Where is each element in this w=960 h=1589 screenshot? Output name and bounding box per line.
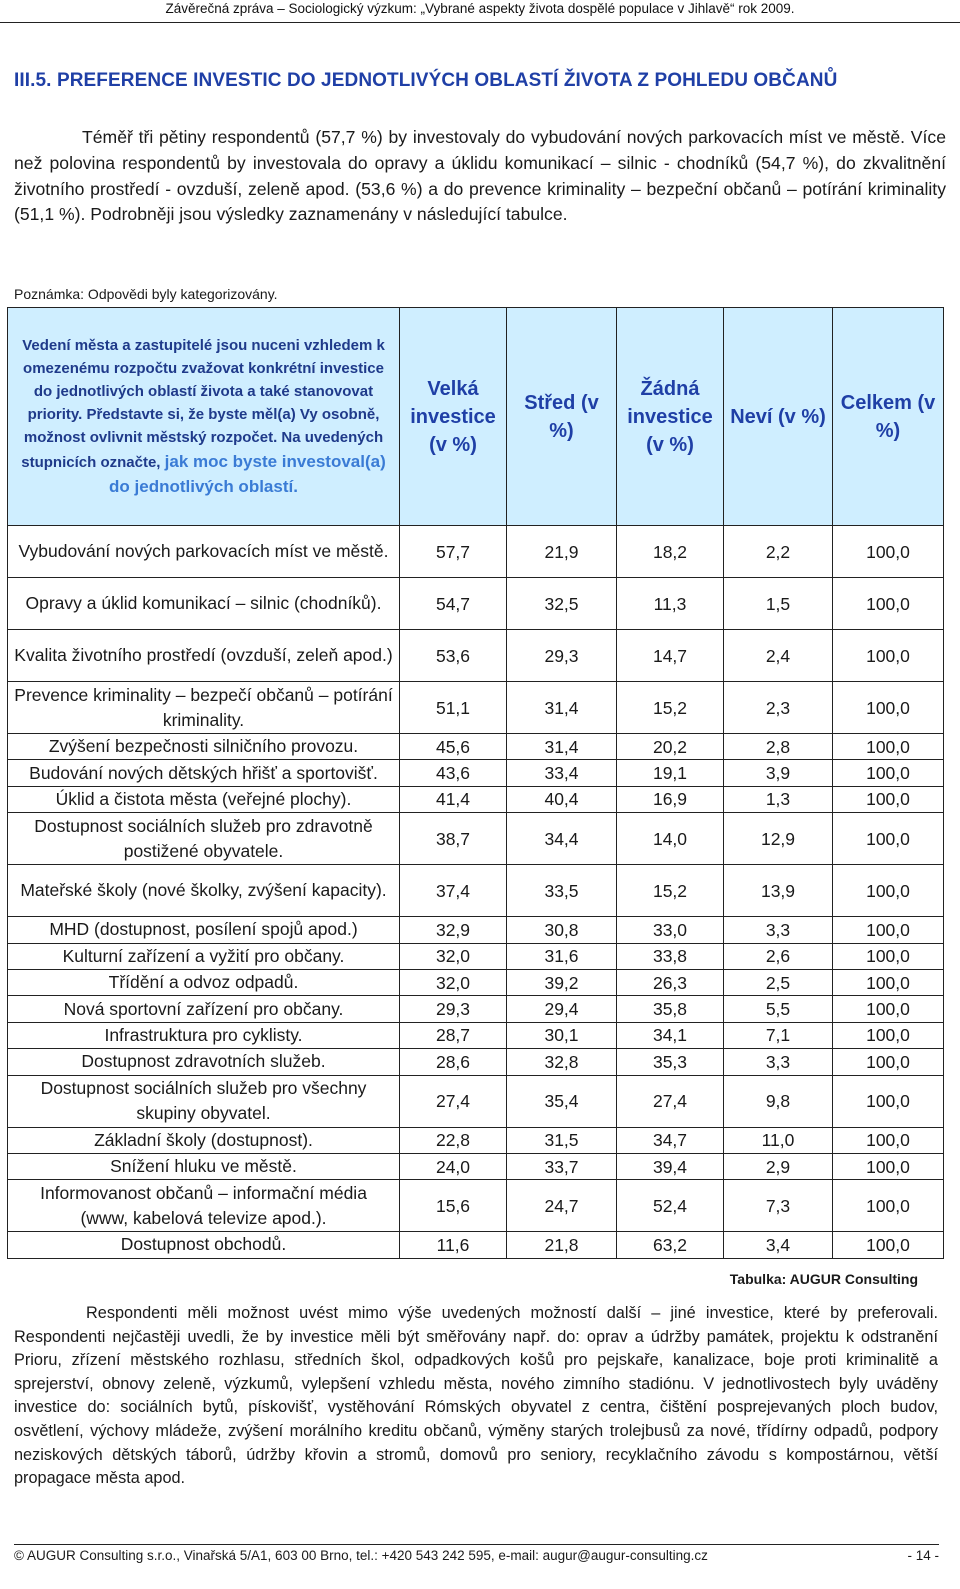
row-label: MHD (dostupnost, posílení spojů apod.)	[8, 917, 400, 943]
table-row	[8, 760, 944, 786]
row-value: 100,0	[833, 786, 944, 812]
row-value: 100,0	[833, 813, 944, 865]
table-row	[8, 969, 944, 995]
row-label: Dostupnost obchodů.	[8, 1232, 400, 1258]
row-label: Úklid a čistota města (veřejné plochy).	[8, 786, 400, 812]
row-value: 22,8	[400, 1127, 507, 1153]
column-header: Žádná investice (v %)	[617, 308, 724, 526]
row-value: 11,6	[400, 1232, 507, 1258]
question-highlight: jak moc byste investoval(a) do jednotlivých oblastí.	[109, 452, 386, 496]
column-header: Neví (v %)	[724, 308, 833, 526]
row-value: 35,4	[507, 1075, 617, 1127]
row-value: 54,7	[400, 578, 507, 630]
row-value: 14,7	[617, 630, 724, 682]
row-value: 5,5	[724, 996, 833, 1022]
row-value: 27,4	[617, 1075, 724, 1127]
row-value: 3,3	[724, 1049, 833, 1075]
row-label: Třídění a odvoz odpadů.	[8, 969, 400, 995]
table-row	[8, 682, 944, 734]
row-value: 11,3	[617, 578, 724, 630]
row-value: 2,6	[724, 943, 833, 969]
table-row	[8, 630, 944, 682]
table-row	[8, 1049, 944, 1075]
row-label: Dostupnost zdravotních služeb.	[8, 1049, 400, 1075]
row-value: 52,4	[617, 1180, 724, 1232]
row-value: 2,4	[724, 630, 833, 682]
row-value: 100,0	[833, 1127, 944, 1153]
row-value: 57,7	[400, 526, 507, 578]
row-value: 32,0	[400, 943, 507, 969]
table-row	[8, 1127, 944, 1153]
row-value: 32,5	[507, 578, 617, 630]
row-value: 12,9	[724, 813, 833, 865]
row-value: 100,0	[833, 682, 944, 734]
row-value: 100,0	[833, 578, 944, 630]
row-value: 100,0	[833, 865, 944, 917]
page-number: - 14 -	[907, 1548, 939, 1563]
row-value: 29,4	[507, 996, 617, 1022]
footer-contact: © AUGUR Consulting s.r.o., Vinařská 5/A1, 603 00 Brno, tel.: +420 543 242 595, e-mail: augur@augur-consulting.cz	[14, 1548, 708, 1563]
row-value: 24,7	[507, 1180, 617, 1232]
row-value: 18,2	[617, 526, 724, 578]
row-label: Prevence kriminality – bezpečí občanů – potírání kriminality.	[8, 682, 400, 734]
row-label: Dostupnost sociálních služeb pro všechny skupiny obyvatel.	[8, 1075, 400, 1127]
row-value: 2,2	[724, 526, 833, 578]
row-value: 32,9	[400, 917, 507, 943]
row-value: 100,0	[833, 1049, 944, 1075]
row-value: 100,0	[833, 1180, 944, 1232]
row-value: 28,6	[400, 1049, 507, 1075]
row-value: 32,0	[400, 969, 507, 995]
intro-paragraph: Téměř tři pětiny respondentů (57,7 %) by investovaly do vybudování nových parkovacích míst ve městě. Více než polovina respondentů by investovala do opravy a úklidu komunikací – silnic - chodníků (54,7 %), do zkvalitnění životního prostředí - ovzduší, zeleně apod. (53,6 %) a do prevence kriminality – bezpeční občanů – potírání kriminality (51,1 %). Podrobněji jsou výsledky zaznamenány v následující tabulce.	[14, 127, 946, 225]
row-value: 31,4	[507, 734, 617, 760]
row-value: 33,0	[617, 917, 724, 943]
row-value: 26,3	[617, 969, 724, 995]
column-header: Střed (v %)	[507, 308, 617, 526]
row-value: 2,3	[724, 682, 833, 734]
table-row	[8, 1075, 944, 1127]
table-row	[8, 813, 944, 865]
table-header-row	[8, 308, 944, 526]
row-value: 31,6	[507, 943, 617, 969]
row-value: 40,4	[507, 786, 617, 812]
row-value: 34,1	[617, 1022, 724, 1048]
row-value: 51,1	[400, 682, 507, 734]
row-value: 39,4	[617, 1153, 724, 1179]
row-value: 33,7	[507, 1153, 617, 1179]
row-value: 31,5	[507, 1127, 617, 1153]
row-label: Informovanost občanů – informační média (www, kabelová televize apod.).	[8, 1180, 400, 1232]
row-value: 100,0	[833, 1153, 944, 1179]
row-label: Opravy a úklid komunikací – silnic (chodníků).	[8, 578, 400, 630]
row-value: 45,6	[400, 734, 507, 760]
row-value: 100,0	[833, 526, 944, 578]
row-value: 100,0	[833, 734, 944, 760]
question-header	[8, 308, 400, 526]
row-value: 15,2	[617, 682, 724, 734]
row-label: Vybudování nových parkovacích míst ve městě.	[8, 526, 400, 578]
row-value: 13,9	[724, 865, 833, 917]
table-row	[8, 1232, 944, 1258]
row-value: 21,8	[507, 1232, 617, 1258]
row-value: 33,4	[507, 760, 617, 786]
row-value: 30,8	[507, 917, 617, 943]
row-value: 100,0	[833, 969, 944, 995]
row-value: 14,0	[617, 813, 724, 865]
table-body	[8, 526, 944, 1259]
row-value: 41,4	[400, 786, 507, 812]
row-value: 38,7	[400, 813, 507, 865]
question-text: Vedení města a zastupitelé jsou nuceni vzhledem k omezenému rozpočtu zvažovat konkrétní investice do jednotlivých oblastí života a také stanovovat priority. Představte si, že byste měl(a) Vy osobně, možnost ovlivnit městský rozpočet. Na uvedených stupnicích označte,	[21, 337, 385, 471]
table-row	[8, 1022, 944, 1048]
row-value: 16,9	[617, 786, 724, 812]
column-header: Velká investice (v %)	[400, 308, 507, 526]
row-value: 7,3	[724, 1180, 833, 1232]
table-row	[8, 526, 944, 578]
row-value: 34,7	[617, 1127, 724, 1153]
row-value: 34,4	[507, 813, 617, 865]
row-value: 100,0	[833, 1232, 944, 1258]
row-value: 100,0	[833, 943, 944, 969]
row-value: 39,2	[507, 969, 617, 995]
row-value: 1,3	[724, 786, 833, 812]
row-value: 30,1	[507, 1022, 617, 1048]
row-label: Nová sportovní zařízení pro občany.	[8, 996, 400, 1022]
table-source: Tabulka: AUGUR Consulting	[729, 1271, 918, 1287]
row-value: 29,3	[400, 996, 507, 1022]
row-label: Infrastruktura pro cyklisty.	[8, 1022, 400, 1048]
row-value: 53,6	[400, 630, 507, 682]
closing-paragraph: Respondenti měli možnost uvést mimo výše uvedených možností další – jiné investice, které by preferovali. Respondenti nejčastěji uvedli, že by investice měli být směřovány např. do: oprav a údržby památek, projektu k odstranění Prioru, zřízení městského rozhlasu, středních škol, odpadkových košů pro pejskaře, kanalizace, boje proti kriminalitě a sprejerství, obnovy zeleně, výzkumů, vylepšení vzhledu města, nového zimního stadiónu. V jednotlivostech byly uváděny investice do: sociálních bytů, pískovišť, vystěhování Rómských obyvatel z centra, čištění posprejevaných ploch budov, osvětlení, výchovy mládeže, zvýšení morálního kreditu občanů, výměny starých trolejbusů za nové, třídírny odpadů, podpory neziskových dětských táborů, údržby křovin a stromů, domovů pro seniory, recyklačního závodu s kompostárnou, větší propagace města apod.	[14, 1304, 938, 1488]
row-value: 24,0	[400, 1153, 507, 1179]
row-value: 100,0	[833, 996, 944, 1022]
row-value: 15,2	[617, 865, 724, 917]
row-value: 3,9	[724, 760, 833, 786]
document-header: Závěrečná zpráva – Sociologický výzkum: „Vybrané aspekty života dospělé populace v Jihlavě“ rok 2009.	[0, 0, 960, 23]
row-value: 33,5	[507, 865, 617, 917]
row-value: 35,8	[617, 996, 724, 1022]
investment-preferences-table	[7, 307, 944, 1259]
row-value: 43,6	[400, 760, 507, 786]
row-label: Zvýšení bezpečnosti silničního provozu.	[8, 734, 400, 760]
row-value: 37,4	[400, 865, 507, 917]
table-row	[8, 578, 944, 630]
row-value: 3,4	[724, 1232, 833, 1258]
row-value: 1,5	[724, 578, 833, 630]
page-footer	[14, 1544, 939, 1569]
table-row	[8, 734, 944, 760]
row-value: 27,4	[400, 1075, 507, 1127]
table-row	[8, 1180, 944, 1232]
row-label: Základní školy (dostupnost).	[8, 1127, 400, 1153]
row-value: 2,8	[724, 734, 833, 760]
row-label: Mateřské školy (nové školky, zvýšení kapacity).	[8, 865, 400, 917]
row-value: 35,3	[617, 1049, 724, 1075]
row-value: 7,1	[724, 1022, 833, 1048]
row-value: 19,1	[617, 760, 724, 786]
row-label: Dostupnost sociálních služeb pro zdravotně postižené obyvatele.	[8, 813, 400, 865]
table-row	[8, 943, 944, 969]
row-label: Budování nových dětských hřišť a sportovišť.	[8, 760, 400, 786]
row-value: 31,4	[507, 682, 617, 734]
table-row	[8, 917, 944, 943]
row-value: 2,9	[724, 1153, 833, 1179]
row-value: 2,5	[724, 969, 833, 995]
table-note: Poznámka: Odpovědi byly kategorizovány.	[14, 286, 278, 302]
row-value: 33,8	[617, 943, 724, 969]
row-value: 9,8	[724, 1075, 833, 1127]
row-value: 20,2	[617, 734, 724, 760]
row-value: 100,0	[833, 917, 944, 943]
table-row	[8, 786, 944, 812]
row-label: Kvalita životního prostředí (ovzduší, zeleň apod.)	[8, 630, 400, 682]
row-value: 100,0	[833, 760, 944, 786]
row-value: 100,0	[833, 630, 944, 682]
row-value: 100,0	[833, 1075, 944, 1127]
column-header: Celkem (v %)	[833, 308, 944, 526]
row-label: Kulturní zařízení a vyžití pro občany.	[8, 943, 400, 969]
row-value: 63,2	[617, 1232, 724, 1258]
row-value: 3,3	[724, 917, 833, 943]
section-heading: III.5. PREFERENCE INVESTIC DO JEDNOTLIVÝCH OBLASTÍ ŽIVOTA Z POHLEDU OBČANŮ	[14, 70, 838, 91]
row-value: 100,0	[833, 1022, 944, 1048]
row-value: 21,9	[507, 526, 617, 578]
row-label: Snížení hluku ve městě.	[8, 1153, 400, 1179]
row-value: 29,3	[507, 630, 617, 682]
table-row	[8, 1153, 944, 1179]
table-row	[8, 865, 944, 917]
row-value: 11,0	[724, 1127, 833, 1153]
row-value: 28,7	[400, 1022, 507, 1048]
row-value: 32,8	[507, 1049, 617, 1075]
table-row	[8, 996, 944, 1022]
row-value: 15,6	[400, 1180, 507, 1232]
